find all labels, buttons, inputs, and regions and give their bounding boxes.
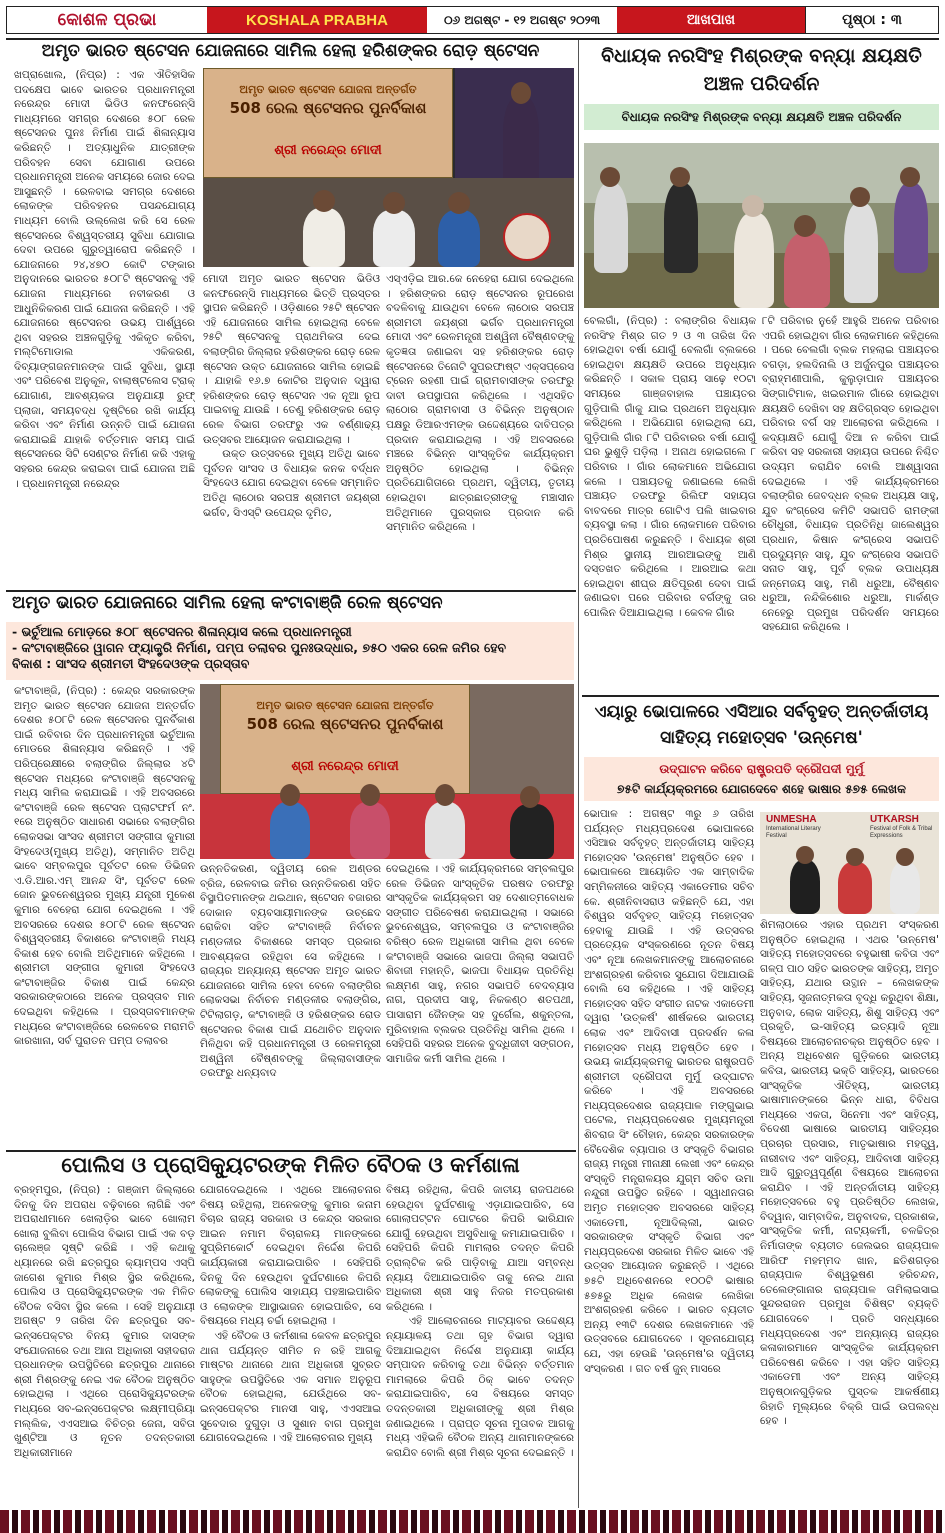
decorative-border — [0, 1510, 945, 1533]
banner-name: ଶ୍ରୀ ନରେନ୍ଦ୍ର ମୋଦୀ — [291, 759, 399, 774]
story1-event-banner — [203, 68, 453, 178]
story1-headline: ଅମୃତ ଭାରତ ଷ୍ଟେସନ ଯୋଜନାରେ ସାମିଲ ହେଲା ହରିଶଙ୍କର ରୋଡ଼ ଷ୍ଟେସନ — [41, 41, 540, 61]
page-number: ପୃଷ୍ଠା : ୩ — [805, 7, 938, 33]
railway-emblem — [503, 213, 551, 261]
section-label: ଆଖପାଖ — [617, 7, 805, 33]
story3-event-banner — [220, 684, 470, 794]
guest-figure-3 — [438, 210, 480, 267]
story1-column-2: ମୋଦୀ ଅମୃତ ଭାରତ ଷ୍ଟେସନ ଭିଡିଓ କନଫରେନ୍ସି ମାଧ୍ୟମରେ ଭିତ୍ତି ପ୍ରସ୍ତର ସ୍ଥାପନ କରିଛନ୍ତି । ଓଡ଼ିଶାରେ ୨୫ଟି ଷ୍ଟେସନ ଏହି ଯୋଜନାରେ ସାମିଲ ହୋଇଥିଲା ବେଳେ ୨୫ଟି ଷ୍ଟେସନକୁ ପ୍ରାଥମିକତା ଦେଇ ବଲାଙ୍ଗିର ଜିଲ୍ଲାର ହରିଶଙ୍କର ରୋଡ଼ ରେଳ ଷ୍ଟେସନ ଉକ୍ତ ଯୋଜନାରେ ସାମିଲ ହୋଇଛି । ଯାହାକି ୧୬.୭ କୋଟିର ଅନୁଦାନ ଦ୍ୱାରା ହରିଶଙ୍କର ରୋଡ଼ ଷ୍ଟେସନ ଏକ ନୂଆ ରୂପ ପାଇବାକୁ ଯାଉଛି । ତେଣୁ ହରିଶଙ୍କର ରୋଡ଼ ରେଳ ବିଭାଗ ତରଫରୁ ଏକ ବର୍ଣ୍ଣାଢ୍ୟ ଉତ୍ସବର ଆୟୋଜନ କରାଯାଇଥିଲା । ଉକ୍ତ ଉତ୍ସବରେ ମୁଖ୍ୟ ଅତିଥି ଭାବେ ପୂର୍ବତନ ସାଂସଦ ଓ ବିଧାୟକ କନକ ବର୍ଦ୍ଧନ ସିଂହଦେଓ ଯୋଗ ଦେଇଥିବା ବେଳେ ସମ୍ମାନିତ ଅତିଥି ଲାଠୋର ସରପଞ୍ଚ ଶ୍ରୀମତୀ ଜୟଶ୍ରୀ ଭର୍ଗବ, ସିଏସ୍ଟି ଉପେନ୍ଦ୍ର ଦୃମିତ, — [203, 273, 380, 519]
guest-figure-1 — [303, 208, 345, 267]
story2-column-2: ୮ଟି ପରିବାର ନୁହେଁ ଆହୁରି ଅନେକ ପରିବାର ଏପରି ହୋଇଥିବା ଗାଁର ଲୋକମାନେ କହିଥିଲେ । ପରେ ବେଲଗାଁ ବ୍ଲକ ମହଲାଇ ପଞ୍ଚାୟତର ବଗଡ଼ା, ହଲଦିନାଲି ଓ ଅର୍ଜୁନପୁର ପଞ୍ଚାୟତର ବ୍ରାହ୍ମଣୀପାଲି, କୁଲୁଡ଼ାପାନ ପଞ୍ଚାୟତର ସିଙ୍ଗାଟିମାଳ, ଖଇରମାଳ ଗାଁରେ ହୋଇଥିବା କ୍ଷୟକ୍ଷତି ଦେଖିବା ସହ କ୍ଷତିଗ୍ରସ୍ତ ହୋଇଥିବା ପରିବାର ବର୍ଗ ସହ ଆଲୋଚନା କରିଥିଲେ । କଦ୍ୟାକ୍ଷତି ଯୋଗୁଁ ଦିଆ ନ କରିବା ପାଇଁ କରିବା ସହ ସରକାରୀ ସହାୟତା ଉପରେ ନିଶ୍ଚିତ ଉଦ୍ୟମ କରାଯିବ ବୋଲି ଆଶ୍ୱାସନା ଦେଇଥିଲେ । ଏହି କାର୍ଯ୍ୟକ୍ରମରେ ବଲାଙ୍ଗିର ଜେବଦ୍ଧନ ବ୍ଲକ ଅଧ୍ୟକ୍ଷ ସାହୁ, ଯୁବ କଂଗ୍ରେସ କମିଟି ସଭାପତି ରାମଙ୍କୀ ଚୌଧୁରୀ, ବିଧାୟକ ପ୍ରତିନିଧି ଜାଲେଶ୍ୱର ପ୍ରଧାନ, କିଷାନ କଂଗ୍ରେସ ସଭାପତି ପ୍ରଦ୍ୟୁମ୍ନ ସାହୁ, ଯୁବ କଂଗ୍ରେସ ସଭାପତି ସନାତ ସାହୁ, ପୂର୍ବ ବ୍ଲକ ଉପାଧ୍ୟକ୍ଷ ଜନ୍ମେଜୟ ସାହୁ, ମଣି ଧରୁଆ, ବୈଷ୍ଣବ ଧରୁଆ, ନନ୍ଦିକିଶୋର ଧରୁଆ, ମାର୍କଣ୍ଡ ନେହେରୁ ପ୍ରମୁଖ ପରିଦର୍ଶନ ସମୟରେ ସହଯୋଗ କରିଥିଲେ । — [762, 315, 943, 634]
guest-figure-2 — [373, 210, 415, 267]
story3-highlights — [6, 622, 574, 680]
story5-headline: ପୋଲିସ ଓ ପ୍ରୋସିକ୍ୟୁଟରଙ୍କ ମିଳିତ ବୈଠକ ଓ କର୍ମଶାଳା — [61, 1153, 520, 1177]
masthead — [6, 6, 939, 34]
story5-column-1: ବ୍ରହ୍ମପୁର, (ନିପ୍ର) : ଗଞ୍ଜାମ ଜିଲ୍ଲାରେ ଦିନକୁ ଦିନ ଅପରାଧ ବଢ଼ିବାରେ ଲାଗିଛି ଏବଂ ଅପରାଧୀମାନେ ଖେଲାଡ଼ିର ଭାବେ ଖୋଲାମ ଖୋଲା ବୁଲିବା ପୋଲିସ ବିଭାଗ ପାଇଁ ଏକ ବଡ଼ ଚାଲେଞ୍ଜ ସୃଷ୍ଟି କରିଛି । ଏହି କଥାକୁ ଧ୍ୟାନରେ ରଖି ଛତ୍ରପୁର କ୍ୟାମ୍ପସ ଏସ୍ପି ଜାଗେଶ କୁମାର ମିଶ୍ର ସ୍ଥିର କରିଥିଲେ, ପୋଲିସ ଓ ପ୍ରୋସିକ୍ୟୁଟରଙ୍କ ଏକ ମିଳିତ ବୈଠକ ବସିବା ସ୍ଥିର କଲେ । ସେହି ଅନୁଯାୟୀ ଅଗଷ୍ଟ ୨ ତାରିଖ ଦିନ ଛତ୍ରପୁର ସବ-ଇନ୍ସପେକ୍ଟର ବିନୟ କୁମାର ଦାସଙ୍କ ସଂଯୋଜନାରେ ତଥା ଆନା ଅଧିକାରୀ ସହୀଦରାଜ ପ୍ରଧାନଙ୍କ ଉପସ୍ଥିତିରେ ଛତ୍ରପୁର ଥାନାରେ ଶ୍ରୀ ମିଶ୍ରଙ୍କୁ ନେଇ ଏକ ବୈଠକ ଅନୁଷ୍ଠିତ ହୋଇଥିଲା । ଏଥିରେ ପ୍ରୋସିକ୍ୟୁଟରଙ୍କ ମଧ୍ୟରେ ସବ-ଇନ୍ସପେକ୍ଟର ଲକ୍ଷ୍ମୀପ୍ରିୟା ମଲ୍ଲିକ, ଏଏସଆଇ ବିଚିତ୍ର ଜେନା, ସବିତା ଖୁଣ୍ଟିଆ ଓ ନୂତନ ତଦନ୍ତକାରୀ ଅଧିକାରୀମାନେ — [14, 1184, 199, 1459]
banner-title: ଅମୃତ ଭାରତ ଷ୍ଟେସନ ଯୋଜନା ଅନ୍ତର୍ଗତ — [239, 83, 417, 96]
speaker-figure — [503, 96, 539, 186]
story3-column-3: ଦେଇଥିଲେ । ଏହି କାର୍ଯ୍ୟକ୍ରମରେ ସମ୍ବଲପୁର ରେଳ ଡିଭିଜନ ସାଂସ୍କୃତିକ ପରଷଦ ତରଫରୁ ସାଂସ୍କୃତିକ କାର୍ଯ୍ୟକ୍ରମ ସହ ଦେଶାତ୍ମବୋଧକ ସଙ୍ଗୀତ ପରିବେଷଣ କରାଯାଇଥିଲା । ସଭାରେ ଭୁବନେଶ୍ୱର, ସମ୍ବଲପୁର ଓ କଂଟାବାଞ୍ଜିର ବରିଷ୍ଠ ରେଳ ଅଧିକାରୀ ସାମିଲ ଥିବା ବେଳେ କଂଟାବାଞ୍ଜି ସଭାରେ ଭାଜପା ଜିଲ୍ଲା ସଭାପତି ଶିବାଜୀ ମହାନ୍ତି, ଭାଜପା ବିଧାୟକ ପ୍ରତିନିଧି ଲକ୍ଷ୍ମଣ ସାହୁ, ନଗର ସଭାପତି ବେଦବ୍ୟାସ ନାଗ, ପ୍ରଦୀପ ସାହୁ, ନିକକଣ୍ଠ ଶତପଥୀ, ପାସାରାମ ଜୈନଙ୍କ ସହ ଦୁର୍ଗେଲ, ଶକୁନ୍ତଳା, ମୁରିବାହାଲ ବ୍ଲକର ପ୍ରତିନିଧି ସାମିଲ ଥିଲେ । ସେହିପରି ସହରର ଅନେକ ବୁଦ୍ଧିଜୀବୀ ସଙ୍ଗଠନ, ସାମାଜିକ କର୍ମୀ ସାମିଲ ଥିଲେ । — [386, 863, 578, 1065]
story4-headline: ଏୟାରୁ ଭୋପାଳରେ ଏସିଆର ସର୍ବବୃହତ୍ ଅନ୍ତର୍ଜାତୀୟ ସାହିତ୍ୟ ମହୋତ୍ସବ 'ଉନ୍ମେଷ' — [594, 702, 929, 748]
banner-name: ଶ୍ରୀ ନରେନ୍ଦ୍ର ମୋଦୀ — [274, 143, 382, 158]
story2-column-1: ବେଲଗାଁ, (ନିପ୍ର) : ବଲାଙ୍ଗିର ବିଧାୟକ ନରସିଂହ ମିଶ୍ର ଗତ ୨ ଓ ୩ ତାରିଖ ଦିନ ହୋଇଥିବା ବର୍ଷା ଯୋଗୁଁ ବେଲଗାଁ ବ୍ଲକରେ ହୋଇଥିବା କ୍ଷୟକ୍ଷତି ଉପରେ ଅନୁଧ୍ୟାନ କରିଛନ୍ତି । ସକାଳ ପ୍ରାୟ ସାଢ଼େ ୧୦ଟା ସମୟରେ ଗାଞ୍ଜବାହାଲ ପଞ୍ଚାୟତର ଗୁଡ଼ିପାଲି ଗାଁକୁ ଯାଇ ପ୍ରଥମେ ଅନୁଧ୍ୟାନ କରିଥିଲେ । ଅଭିଯୋଗ ହୋଇଥିଲା ଯେ, ଗୁଡ଼ିପାଲି ଗାଁର ୮ଟି ପରିବାରର ବର୍ଷା ଯୋଗୁଁ ଘର ଭୁଶୁଡ଼ି ପଡ଼ିଲା । ଅନାଥ ହୋଇଗଲେ ୮ ପରିବାର । ଗାଁର ଲୋକମାନେ ଅଭିଯୋଗ କଲେ । ପଞ୍ଚାୟତକୁ ଜଣାଇଲେ ଲେଖି ପଞ୍ଚାୟତ ତରଫରୁ ରିଲିଫ ସହାୟତା ବାବଦରେ ମାତ୍ର ଗୋଟିଏ ପଲି ଖାଇବାର ବ୍ୟବସ୍ଥା କଲା । ଗାଁର ଲୋକମାନେ ପରିବାର ପ୍ରତିପୋଷଣ କରୁଛନ୍ତି । ବିଧାୟକ ଶ୍ରୀ ମିଶ୍ର ସ୍ଥାନୀୟ ଆରଆଇଙ୍କୁ ଆଣି ଦସ୍ତଖତ କରିଥିଲେ । ଆରଆଇ କଥା ହୋଇଥିବା ଶୀଘ୍ର କ୍ଷତିପୂରଣ ଦେବା ପାଇଁ ଜଣାଇବା ପରେ ପରିବାର ବର୍ଗଙ୍କୁ ତାର ପୋଲିନ ଦିଆଯାଇଥିଲା । କେବଳ ଗାଁର — [584, 315, 760, 619]
story3-highlight-2: - କଂଟାବାଞ୍ଜିରେ ୱାଗନ ଫ୍ୟାକ୍ଟ୍ରି ନିର୍ମାଣ, ପମ୍ପ ତଲାବର ପୁନଃଉଦ୍ଧାର, ୭୫୦ ଏକର ରେଳ ଜମିର ହେବ — [12, 640, 507, 655]
story3-column-2: ଉନ୍ନତିକରଣ, ଦ୍ୱିତୀୟ ରେଳ ଅଣ୍ଡର ବ୍ରିଜ, ରେଳବାଇ ଜମିର ଉନ୍ନତିକରଣ ସହିତ ବିସ୍ଥାପିତମାନଙ୍କ ଥଇଥାନ, ଷ୍ଟେସନ ବଜାରର ଦୋକାନ ବ୍ୟବସାୟୀମାନଙ୍କ ଉଚ୍ଛେଦ ରୋକିବା ସହିତ କଂଟାବାଞ୍ଜି ନିର୍ବାଚନ ମଣ୍ଡଳୀର ବିକାଶରେ ସମସ୍ତ ପ୍ରକାର ଆବଶ୍ୟକତା ରହିଥିବା ସେ କହିଥିଲେ । ରାଜ୍ୟର ଅନ୍ୟାନ୍ୟ ଷ୍ଟେସନ ଅମୃତ ଭାରତ ଯୋଜନାରେ ସାମିଲ ହେବା ବେଳେ ବଲାଙ୍ଗିର ଲୋକସଭା ନିର୍ବାଚନ ମଣ୍ଡଳୀର ବଲାଙ୍ଗିର, ଟିଟିଲାଗଡ଼, କଂଟାବାଞ୍ଜି ଓ ହରିଶଙ୍କର ରୋଡ ଷ୍ଟେସନର ବିକାଶ ପାଇଁ ଯଥୋଚିତ ଅନୁଦାନ ମିଳିଥିବା କହି ପ୍ରଧାନମନ୍ତ୍ରୀ ଓ ରେଳମନ୍ତ୍ରୀ ଅଶ୍ୱିନୀ ବୈଷ୍ଣବଙ୍କୁ ଜିଲ୍ଲାବାସୀଙ୍କ ତରଫରୁ ଧନ୍ୟବାଦ — [200, 863, 385, 1080]
story3-photo — [200, 684, 574, 859]
story4-sub-1: ଉଦ୍‌ଘାଟନ କରିବେ ରାଷ୍ଟ୍ରପତି ଦ୍ରୌପଦୀ ମୁର୍ମୁ — [659, 762, 864, 776]
newspaper-english-name: KOSHALA PRABHA — [207, 7, 427, 33]
story2-photo — [584, 143, 939, 308]
festival-name-1: UNMESHA — [766, 814, 817, 825]
story1-photo — [203, 68, 574, 267]
story3-headline: ଅମୃତ ଭାରତ ଯୋଜନାରେ ସାମିଲ ହେଲା କଂଟାବାଞ୍ଜି ରେଳ ଷ୍ଟେସନ — [12, 593, 443, 613]
story3-column-1: କଂଟାବାଞ୍ଜି, (ନିପ୍ର) : କେନ୍ଦ୍ର ସରକାରଙ୍କ ଅମୃତ ଭାରତ ଷ୍ଟେସନ ଯୋଜନା ଅନ୍ତର୍ଗତ ଦେଶର ୫୦୮ଟି ରେଳ ଷ୍ଟେସନର ପୁନର୍ବିକାଶ ପାଇଁ ରବିବାର ଦିନ ପ୍ରଧାନମନ୍ତ୍ରୀ ଭର୍ଚୁଆଲ ମୋଡରେ ଶିଳାନ୍ୟାସ କରିଛନ୍ତି । ଏହି ପରିପ୍ରେକ୍ଷୀରେ ବଲାଙ୍ଗିର ଜିଲ୍ଲାର ୪ଟି ଷ୍ଟେସନ ମଧ୍ୟରେ କଂଟାବାଞ୍ଜି ଷ୍ଟେସନକୁ ମଧ୍ୟ ସାମିଲ କରାଯାଇଛି । ଏହି ଅବସରରେ କଂଟାବାଞ୍ଜି ରେଳ ଷ୍ଟେସନ ପ୍ଲାଟଫର୍ମ ନଂ. ୧ରେ ଅନୁଷ୍ଠିତ ସାଧାରଣ ସଭାରେ ବଲାଙ୍ଗିର ଲୋକସଭା ସାଂସଦ ଶ୍ରୀମତୀ ସଙ୍ଗୀତା କୁମାରୀ ସିଂହଦେଓ(ମୁଖ୍ୟ ଅତିଥି), ସମ୍ମାନିତ ଅତିଥି ଭାବେ ସମ୍ବଲପୁର ପୂର୍ବତଟ ରେଳ ଡିଭିଜନ ଏ.ଡି.ଆର.ଏମ୍ ଆନନ୍ଦ ସିଂ, ପୂର୍ବତଟ ରେଳ ଜୋନ ଭୁବନେଶ୍ୱରର ମୁଖ୍ୟ ଯନ୍ତ୍ରୀ ମୁକେଶ କୁମାର ବେହେରା ଯୋଗ ଦେଇଥିଲେ । ଏହି ଅବସରରେ ଦେଶର ୫୦୮ଟି ରେଳ ଷ୍ଟେସନ ବିଶ୍ୱସ୍ତରୀୟ ବିକାଶରେ କଂଟାବାଞ୍ଜି ମଧ୍ୟ ବିକାଶ ହେବ ବୋଲି ଅତିଥିମାନେ କହିଥିଲେ । ଶ୍ରୀମତୀ ସଙ୍ଗୀତା କୁମାରୀ ସିଂହଦେଓ କଂଟାବାଞ୍ଜିର ବିକାଶ ପାଇଁ କେନ୍ଦ୍ର ସରକାରଙ୍କଠାରେ ଅନେକ ପ୍ରସ୍ତାବ ମାନ ଦେଇଥିବା କହିଥିଲେ । ପ୍ରସ୍ତାବମାନଙ୍କ ମଧ୍ୟରେ କଂଟାବାଞ୍ଜିରେ ରେଳବେର ମରାମତି କାରଖାନା, ସର୍ବ ପୁରାତନ ପମ୍ପ ତଲାବର — [14, 685, 199, 1048]
story2-headline: ବିଧାୟକ ନରସିଂହ ମିଶ୍ରଙ୍କ ବନ୍ୟା କ୍ଷୟକ୍ଷତି ଅଞ୍ଚଳ ପରିଦର୍ଶନ — [601, 45, 922, 95]
story4-sub-2: ୭୫ଟି କାର୍ଯ୍ୟକ୍ରମରେ ଯୋଗଦେବେ ଶହେ ଭାଷାର ୫୭୫ ଲେଖକ — [616, 782, 906, 796]
photographer-figure — [510, 804, 554, 859]
story5-column-3: ବିଷୟ ରହିଥିଲା, କିପରି ଜାତୀୟ ରାଜପଥରେ ହେଉଥିବା ଦୁର୍ଘଟଣାକୁ ଏଡ଼ାଯାଇପାରିବ, ସେ ଗୋଲାପଟ୍ଟନ ପୋଟରେ କିପରି ଭାରିଯାନ ଯୋଗୁଁ ହେଉଥିବା ଅସୁବିଧାକୁ କମାଯାଇପାରିବ । ସେହିପରି କିପରି ମାମଲାର ତଦନ୍ତ କିପରି ତ୍ରାଲ୍ଟିକ କରି ପାଡ଼ିବାକୁ ଯାଆ ସମ୍ବନ୍ଧ ନ୍ୟାୟ ଦିଆଯାଇପାରିବ ତାକୁ ନେଇ ଥାନା ଅଧିକାରୀ ଶ୍ରୀ ସାହୁ ନିଜର ମତପ୍ରକାଶ କରିଥିଲେ । ଏହି ଆଲୋଚନାରେ ମାଟ୍ୟାବର ଉଦ୍ଦେଶ୍ୟ ନ୍ୟାୟାଳୟ ତଥା ଗୃହ ବିଭାଗ ଦ୍ୱାରା ଦିଆଯାଇଥିବା ନିର୍ଦ୍ଦେଶ ଅନୁଯାୟୀ କାର୍ଯ୍ୟ ସମ୍ପାଦନ କରିବାକୁ ତଥା ବିଭିନ୍ନ ବର୍ତ୍ତମାନ ମାମଲାରେ କିପରି ଠିକ୍ ଭାବେ ତଦନ୍ତ କରାଯାଇପାରିବ, ସେ ବିଷୟରେ ସମସ୍ତ ତଦନ୍ତକାରୀ ଅଧିକାରୀଙ୍କୁ ଶ୍ରୀ ମିଶ୍ର ଜଣାଇଥିଲେ । ପ୍ରାପ୍ତ ସୂଚନା ମୁତାବକ ଆଗକୁ ମଧ୍ୟ ଏହିଭଳି ବୈଠକ ଅନ୍ୟ ଥାନାମାନଙ୍କରେ କରାଯିବ ବୋଲି ଶ୍ରୀ ମିଶ୍ର ସୂଚନା ଦେଇଛନ୍ତି । — [386, 1184, 574, 1459]
story5-column-2: ଯୋଗଦେଇଥିଲେ । ଏଥିରେ ଆଲୋଚନାର ବିଷୟ ରହିଥିଲା, ଅନେକଙ୍କୁ କୁମାର କନାମ ବିଚାର ରାଜ୍ୟ ସରକାର ଓ କେନ୍ଦ୍ର ସରକାର ଆଇନ ନମାମ ବିଚାରାଳୟ ମାନଙ୍କରେ ସୁପ୍ରିମକୋର୍ଟ ଦେଇଥିବା ନିର୍ଦ୍ଦେଶ କିପରି କାର୍ଯ୍ୟକାରୀ କରାଯାଇପାରିବ । ସେହିପରି ଦିନକୁ ଦିନ ହେଉଥିବା ଦୁର୍ଘଟଣାରେ କିପରି ଲୋକଙ୍କୁ ପୋଲିସ ସାହାଯ୍ୟ ପହଞ୍ଚାଇପାରିବ ଓ ଲୋକଙ୍କ ଆସ୍ଥାଭାଜନ ହୋଇପାରିବ, ସେ ବିଷୟରେ ମଧ୍ୟ ଚର୍ଚ୍ଚା ହୋଇଥିଲା । ଏହି ବୈଠକ ଓ କର୍ମଶାଳା କେବଳ ଛତ୍ରପୁର ଥାନା ପର୍ଯ୍ୟନ୍ତ ସୀମିତ ନ ରହି ଆଗକୁ ମାଷ୍ଟର ଥାନାରେ ଥାନା ଅଧିକାରୀ ସୁବ୍ରତ ସାହୁଙ୍କ ଉପସ୍ଥିତିରେ ଏକ ସମାନ ଅନୁରୂପ ବୈଠକ ହୋଇଥିଲା, ଯେଉଁଥିରେ ସବ-ଇନ୍ସପେକ୍ଟର ମାନସୀ ସାହୁ, ଏଏସଆଇ ସୁବେଦାର ଦୁଗୁଡ଼ା ଓ ସୁଶାନ ବାଗ ପ୍ରମୁଖ ଯୋଗଦେଇଥିଲେ । ଏହି ଆଲୋଚନାର ମୁଖ୍ୟ — [200, 1184, 381, 1445]
story4-photo — [760, 812, 939, 914]
masthead-rule — [6, 38, 939, 40]
speaker-head — [511, 82, 531, 104]
story4-column-1: ଭୋପାଳ : ଅଗଷ୍ଟ ୩ରୁ ୬ ତାରିଖ ପର୍ଯ୍ୟନ୍ତ ମଧ୍ୟପ୍ରଦେଶ ଭୋପାଳରେ ଏସିଆର ସର୍ବବୃହତ୍ ଅନ୍ତର୍ଜାତୀୟ ସାହିତ୍ୟ ମହୋତ୍ସବ 'ଉନ୍ମେଷ' ଅନୁଷ୍ଠିତ ହେବ । ଭୋପାଳରେ ଆୟୋଜିତ ଏକ ସାମ୍ବାଦିକ ସମ୍ମିଳନୀରେ ସାହିତ୍ୟ ଏକାଡେମୀର ସଚିବ କେ. ଶ୍ରୀନିବାସରାଓ କହିଛନ୍ତି ଯେ, ଏହା ବିଶ୍ୱର ସର୍ବବୃହତ୍ ସାହିତ୍ୟ ମହୋତ୍ସବ ହେବାକୁ ଯାଉଛି । ଏହି ଉତ୍ସବର ପ୍ରତ୍ୟେକ ସଂସ୍କରଣରେ ନୂତନ ବିଷୟ ଏବଂ ନୂଆ ଲେଖକମାନଙ୍କୁ ଆଲୋଚନାରେ ଅଂଶଗ୍ରହଣ କରିବାର ସୁଯୋଗ ଦିଆଯାଉଛି ବୋଲି ସେ କହିଥିଲେ । ଏହି ସାହିତ୍ୟ ମହୋତ୍ସବ ସହିତ ସଂଗୀତ ନାଟକ ଏକାଡେମୀ ଦ୍ୱାରା 'ଉତ୍କର୍ଷ' ଶୀର୍ଷକରେ ଭାରତୀୟ ଲୋକ ଏବଂ ଆଦିବାସୀ ପ୍ରଦର୍ଶନ କଳା ମହୋତ୍ସବ ମଧ୍ୟ ଅନୁଷ୍ଠିତ ହେବ । ଉଭୟ କାର୍ଯ୍ୟକ୍ରମକୁ ଭାରତର ରାଷ୍ଟ୍ରପତି ଶ୍ରୀମତୀ ଦ୍ରୌପଦୀ ମୁର୍ମୁ ଉଦ୍‌ଘାଟନ କରିବେ । ଏହି ଅବସରରେ ମଧ୍ୟପ୍ରଦେଶର ରାଜ୍ୟପାଳ ମଙ୍ଗୁଭାଇ ପଟେଲ, ମଧ୍ୟପ୍ରଦେଶର ମୁଖ୍ୟମନ୍ତ୍ରୀ ଶିବରାଜ ସିଂ ଚୌହାନ, କେନ୍ଦ୍ର ସରକାରଙ୍କ ବୈଦେଶିକ ବ୍ୟାପାର ଓ ସଂସ୍କୃତି ବିଭାଗର ରାଜ୍ୟ ମନ୍ତ୍ରୀ ମୀନାକ୍ଷୀ ଲେଖୀ ଏବଂ କେନ୍ଦ୍ର ସଂସ୍କୃତି ମନ୍ତ୍ରାଳୟର ଯୁଗ୍ମ ସଚିବ ଉମା ନନ୍ଦୁରୀ ଉପସ୍ଥିତ ରହିବେ । ସ୍ୱାଧୀନତାର ଅମୃତ ମହୋତ୍ସବ ଅବସରରେ ସାହିତ୍ୟ ଏକାଡେମୀ, ନୂଆଦିଲ୍ଲୀ, ଭାରତ ସରକାରଙ୍କ ସଂସ୍କୃତି ବିଭାଗ ଏବଂ ମଧ୍ୟପ୍ରଦେଶ ସରକାର ମିଳିତ ଭାବେ ଏହି ଉତ୍ସବ ଆୟୋଜନ କରୁଛନ୍ତି । ଏଥିରେ ୭୫ଟି ଅଧିବେଶନରେ ୧୦୦ଟି ଭାଷାର ୫୭୫ରୁ ଅଧିକ ଲେଖକ ଲେଖିକା ଅଂଶଗ୍ରହଣ କରିବେ । ଭାରତ ବ୍ୟତୀତ ଅନ୍ୟ ୧୩ଟି ଦେଶର ଲେଖକମାନେ ଏହି ଉତ୍ସବରେ ଯୋଗଦେବେ । ସୂଚନାଯୋଗ୍ୟ ଯେ, ଏହା ହେଉଛି 'ଉନ୍ମେଷ'ର ଦ୍ୱିତୀୟ ସଂସ୍କରଣ । ଗତ ବର୍ଷ ଜୁନ୍ ମାସରେ — [584, 808, 758, 1375]
story3-highlight-1: - ଭର୍ଚୁଆଲ ମୋଡ଼ରେ ୫୦୮ ଷ୍ଟେସନର ଶିଳାନ୍ୟାସ କଲେ ପ୍ରଧାନମନ୍ତ୍ରୀ — [12, 624, 352, 639]
banner-subtitle: 508 ରେଲ ଷ୍ଟେସନର ପୁନର୍ବିକାଶ — [246, 715, 444, 733]
festival-name-2: UTKARSH — [870, 814, 919, 825]
story3-highlight-3: ବିକାଶ : ସାଂସଦ ଶ୍ରୀମତୀ ସିଂହଦେଓଙ୍କ ପ୍ରସ୍ତାବ — [12, 656, 250, 671]
story1-column-3: ଏସ୍ଏଡ଼ିଇ ଆର.କେ ନେହେରା ଯୋଗ ଦେଇଥିଲେ । ହରିଶଙ୍କର ରୋଡ଼ ଷ୍ଟେସନର ରୂପରେଖ ବଦଳିବାକୁ ଯାଉଥିବା ବେଳେ ଲାଠୋର ସରପଞ୍ଚ ଶ୍ରୀମତୀ ଜୟଶ୍ରୀ ଭର୍ଗବ ପ୍ରଧାନମନ୍ତ୍ରୀ ମୋଦୀ ଏବଂ ରେଳମନ୍ତ୍ରୀ ଅଶ୍ୱିନୀ ବୈଷ୍ଣବଙ୍କୁ କୃତଜ୍ଞତା ଜଣାଇବା ସହ ହରିଶଙ୍କର ରୋଡ଼ ଷ୍ଟେସନରେ ତିନୋଟି ସୁପରଫାଷ୍ଟ ଏକ୍ସପ୍ରେସ ଟ୍ରେନ ରହଣୀ ପାଇଁ ଗ୍ରାମବାସୀଙ୍କ ତରଫରୁ ଦାବୀ ଉପସ୍ଥାପନା କରିଥିଲେ । ଏଥିସହିତ ଲାଠୋର ଗ୍ରାମବାସୀ ଓ ବିଭିନ୍ନ ଅନୁଷ୍ଠାନ ପକ୍ଷରୁ ଡିଆରଏମଙ୍କ ଉଦ୍ଦେଶ୍ୟରେ ଦାବିପତ୍ର ପ୍ରଦାନ କରାଯାଇଥିଲା । ଏହି ଅବସରରେ ମଞ୍ଚରେ ବିଭିନ୍ନ ସାଂସ୍କୃତିକ କାର୍ଯ୍ୟକ୍ରମ ଅନୁଷ୍ଠିତ ହୋଇଥିଲା । ବିଭିନ୍ନ ପ୍ରତିଯୋଗିତାରେ ପ୍ରଥମ, ଦ୍ୱିତୀୟ, ତୃତୀୟ ହୋଇଥିବା ଛାତ୍ରଛାତ୍ରୀଙ୍କୁ ମଞ୍ଚାସୀନ ଅତିଥିମାନେ ପୁରସ୍କାର ପ୍ରଦାନ କରି ସମ୍ମାନିତ କରିଥିଲେ । — [386, 273, 578, 534]
legislator-figure — [734, 213, 774, 308]
story4-subheadlines — [584, 757, 939, 801]
column-divider — [578, 40, 579, 1508]
story1-column-1: ଖପ୍ରାଖୋଲ, (ନିପ୍ର) : ଏକ ଐତିହାସିକ ପଦକ୍ଷେପ ଭାବେ ଭାରତର ପ୍ରଧାନମନ୍ତ୍ରୀ ନରେନ୍ଦ୍ର ମୋଦୀ ଭିଡିଓ କନଫରେନ୍ସି ମାଧ୍ୟମରେ ସମଗ୍ର ଦେଶରେ ୫୦୮ ରେଳ ଷ୍ଟେସନର ପୁନଃ ନିର୍ମାଣ ପାଇଁ ଶିଳାନ୍ୟାସ କରିଛନ୍ତି । ଅତ୍ୟାଧୁନିକ ଯାତ୍ରୀଙ୍କ ପରିବହନ ସେବା ଯୋଗାଣ ଉପରେ ପ୍ରଧାନମନ୍ତ୍ରୀ ଅନେକ ସମୟରେ ଜୋର ଦେଇ ଆସୁଛନ୍ତି । ରେଳବାଇ ସମଗ୍ର ଦେଶରେ ଲୋକଙ୍କ ପରିବହନର ପସନ୍ଦଯୋଗ୍ୟ ମାଧ୍ୟମ ବୋଲି ଉଲ୍ଲେଖ କରି ସେ ରେଳ ଷ୍ଟେସନରେ ବିଶ୍ୱସ୍ତରୀୟ ସୁବିଧା ଯୋଗାଇ ଦେବା ଉପରେ ଗୁରୁତ୍ୱାରୋପ କରିଛନ୍ତି । ଯୋଜନାରେ ୨୪,୪୭୦ କୋଟି ଟଙ୍କାର ଅନୁଦାନରେ ଭାରତର ୫୦୮ଟି ଷ୍ଟେସନକୁ ଏହି ଯୋଜନା ମାଧ୍ୟମରେ ନବୀକରଣ ଓ ଆଧୁନିକିକରଣ ପାଇଁ ଯୋଜନା କରିଛନ୍ତି । ଏହି ଯୋଜନାରେ ଷ୍ଟେସନର ଉଭୟ ପାର୍ଶ୍ୱରେ ଥିବା ସହରର ଅଞ୍ଚଳଗୁଡ଼ିକୁ ଏକିକୃତ କରିବା, ମଲ୍ଟିମୋଡାଲ ଏକିକରଣ, ଦିବ୍ୟାଙ୍ଗଜନମାନଙ୍କ ପାଇଁ ସୁବିଧା, ସ୍ଥାୟୀ ଏବଂ ପରିବେଶ ଅନୁକୂଳ, ବାଲାଷ୍ଟଲେସ ଟ୍ରାକ୍ ଯୋଗାଣ, ଆବଶ୍ୟକତା ଅନୁଯାୟୀ ରୁଫ୍ ପ୍ଲାଜା, ସମୟବଦ୍ଧ ଦୃଷ୍ଟିରେ ରଖି କାର୍ଯ୍ୟ କରିବା ଏବଂ ନିର୍ମାଣ ଉନ୍ନତି ପାଇଁ ଯୋଜନା କରାଯାଇଛି ଯାହାକି ବର୍ତ୍ତମାନ ସମୟ ପାଇଁ ଷ୍ଟେସନରେ ସିଟି ସେଣ୍ଟର ନିର୍ମାଣ କରି ଏହାକୁ ସହରର କେନ୍ଦ୍ର କରାଇବା ପାଇଁ ଯୋଜନା ଅଛି । ପ୍ରଧାନମନ୍ତ୍ରୀ ନରେନ୍ଦ୍ର — [14, 69, 199, 490]
issue-date-range: ୦୬ ଅଗଷ୍ଟ - ୧୨ ଅଗଷ୍ଟ ୨୦୨୩ — [443, 12, 601, 27]
story4-column-2: ଶିମଲାଠାରେ ଏହାର ପ୍ରଥମ ସଂସ୍କରଣ ଅନୁଷ୍ଠିତ ହୋଇଥିଲା । ଏଥର 'ଉନ୍ମେଷ' ସାହିତ୍ୟ ମହୋତ୍ସବରେ ବହୁଭାଷୀ କବିତା ଏବଂ ଗଳ୍ପ ପାଠ ସହିତ ଭାରତଙ୍କ ସାହିତ୍ୟ, ଅମୃତ ସାହିତ୍ୟ, ଯଥାର ଉତ୍ଥାନ – ଲେଖକଙ୍କ ସାହିତ୍ୟ, ସୃଜନାତ୍ମକତା ବୃଦ୍ଧି କରୁଥିବା ଶିକ୍ଷା, ଅନୁବାଦ, ଲୋକ ସାହିତ୍ୟ, ଶିଶୁ ସାହିତ୍ୟ ଏବଂ ପ୍ରକୃତି, ଇ-ସାହିତ୍ୟ ଇତ୍ୟାଦି ନୂଆ ବିଷୟରେ ଆଲୋଚନାଚକ୍ର ଅନୁଷ୍ଠିତ ହେବ । ଅନ୍ୟ ଅଧିବେଶନ ଗୁଡ଼ିକରେ ଭାରତୀୟ କବିତା, ଭାରତୀୟ ଭକ୍ତି ସାହିତ୍ୟ, ଭାରତରେ ସାଂସ୍କୃତିକ ଐତିହ୍ୟ, ଭାରତୀୟ ଭାଷାମାନଙ୍କରେ ଭିନ୍ନ ଧାରା, ବିବିଧତା ମଧ୍ୟରେ ଏକତା, ସିନେମା ଏବଂ ସାହିତ୍ୟ, ବିଦେଶୀ ଭାଷାରେ ଭାରତୀୟ ସାହିତ୍ୟର ପ୍ରଚାର ପ୍ରସାର, ମାତୃଭାଷାର ମହତ୍ତ୍ୱ, ନାରୀବାଦ ଏବଂ ସାହିତ୍ୟ, ଆଦିବାସୀ ସାହିତ୍ୟ ଆଦି ଗୁରୁତ୍ୱପୂର୍ଣ୍ଣ ବିଷୟରେ ଆଲୋଚନା କରାଯିବ । ଏହି ଅନ୍ତର୍ଜାତୀୟ ସାହିତ୍ୟ ମହୋତ୍ସବରେ ବହୁ ପ୍ରତିଷ୍ଠିତ ଲେଖକ, ବିଦ୍ୱାନ, ସାମ୍ବାଦିକ, ଅନୁବାଦକ, ପ୍ରକାଶକ, ସାଂସ୍କୃତିକ କର୍ମୀ, ନାଟ୍ୟକର୍ମୀ, ଚଳଚ୍ଚିତ୍ର ନିର୍ମାତାଙ୍କ ବ୍ୟତୀତ ଜେଲଭର ରାଜ୍ୟପାଳ ଆରିଫ ମହମ୍ମଦ ଖାନ, ଛତିଶଗଡ଼ର ରାଜ୍ୟପାଳ ବିଶ୍ୱଭୂଷଣ ହରିଚନ୍ଦନ, ତେଲେଙ୍ଗାନାର ରାଜ୍ୟପାଳ ତାମିଲାଇସାଇ ସୁନ୍ଦରରାଜନ ପ୍ରମୁଖ ବିଶିଷ୍ଟ ବ୍ୟକ୍ତି ଯୋଗଦେବେ । ପ୍ରତି ସନ୍ଧ୍ୟାରେ ମଧ୍ୟପ୍ରଦେଶ ଏବଂ ଅନ୍ୟାନ୍ୟ ରାଜ୍ୟର କଳାକାରମାନେ ସାଂସ୍କୃତିକ କାର୍ଯ୍ୟକ୍ରମ ପରିବେଷଣ କରିବେ । ଏହା ସହିତ ସାହିତ୍ୟ ଏକାଡେମୀ ଏବଂ ଅନ୍ୟ ସାହିତ୍ୟ ଅନୁଷ୍ଠାନଗୁଡ଼ିକର ପୁସ୍ତକ ଆକର୍ଷଣୀୟ ରିହାତି ମୂଲ୍ୟରେ ବିକ୍ରି ପାଇଁ ଉପଲବ୍ଧ ହେବ । — [760, 919, 943, 1428]
banner-subtitle: 508 ରେଲ ଷ୍ଟେସନର ପୁନର୍ବିକାଶ — [229, 99, 427, 117]
newspaper-logo: କୋଶଳ ପ୍ରଭା — [57, 10, 157, 30]
story2-subheadline: ବିଧାୟକ ନରସିଂହ ମିଶ୍ରଙ୍କ ବନ୍ୟା କ୍ଷୟକ୍ଷତି ଅଞ୍ଚଳ ପରିଦର୍ଶନ — [584, 104, 939, 130]
festival-subtitle-2: Festival of Folk & Tribal Expressions — [870, 826, 933, 839]
festival-subtitle-1: International Literary Festival — [766, 826, 821, 839]
banner-title: ଅମୃତ ଭାରତ ଷ୍ଟେସନ ଯୋଜନା ଅନ୍ତର୍ଗତ — [256, 699, 434, 712]
